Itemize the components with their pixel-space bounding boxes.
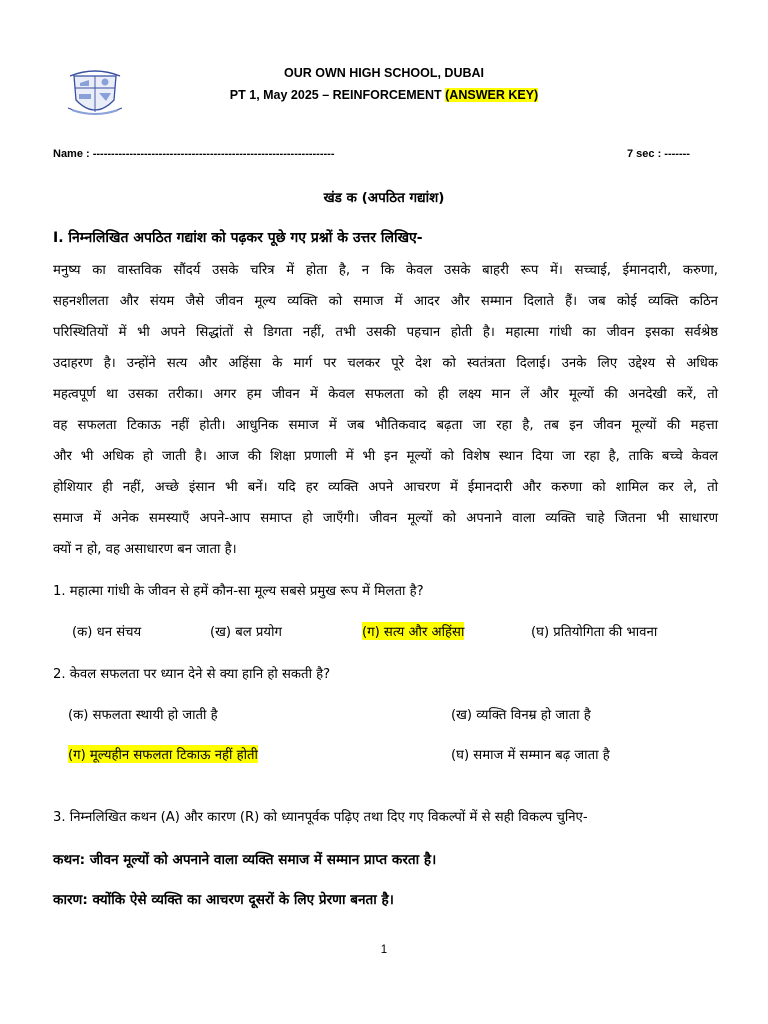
q2-option-a: (क) सफलता स्थायी हो जाती है bbox=[68, 708, 218, 723]
q2-option-b: (ख) व्यक्ति विनम्र हो जाता है bbox=[451, 708, 591, 723]
passage-line: क्यों न हो, वह असाधारण बन जाता है। bbox=[53, 542, 237, 557]
q1-option-c-correct: (ग) सत्य और अहिंसा bbox=[362, 622, 464, 640]
school-name: OUR OWN HIGH SCHOOL, DUBAI bbox=[284, 66, 484, 80]
reason-statement: कारण: क्योंकि ऐसे व्यक्ति का आचरण दूसरों के लिए प्रेरणा बनता है। bbox=[53, 892, 394, 908]
assertion-statement: कथन: जीवन मूल्यों को अपनाने वाला व्यक्ति समाज में सम्मान प्राप्त करता है। bbox=[53, 852, 437, 868]
unseen-passage bbox=[53, 258, 718, 568]
q1-option-b: (ख) बल प्रयोग bbox=[210, 625, 282, 640]
q1-option-a: (क) धन संचय bbox=[72, 625, 142, 640]
question-instruction: I. निम्नलिखित अपठित गद्यांश को पढ़कर पूछे गए प्रश्नों के उत्तर लिखिए- bbox=[53, 230, 423, 246]
page-number: 1 bbox=[380, 944, 388, 956]
question-2: 2. केवल सफलता पर ध्यान देने से क्या हानि हो सकती है? bbox=[53, 667, 331, 682]
passage-line: समाज में अनेक समस्याएँ अपने-आप समाप्त हो जाएँगी। जीवन मूल्यों को अपनाने वाला व्यक्ति चाहे जितना भी साधारण bbox=[53, 511, 718, 526]
answer-key-badge: (ANSWER KEY) bbox=[445, 88, 539, 102]
student-name-field: Name : ------------------------------------------------------------------ bbox=[53, 148, 335, 160]
section-heading: खंड क (अपठित गद्यांश) bbox=[323, 190, 445, 206]
exam-title-text: PT 1, May 2025 – REINFORCEMENT bbox=[229, 88, 446, 102]
question-3: 3. निम्नलिखित कथन (A) और कारण (R) को ध्यानपूर्वक पढ़िए तथा दिए गए विकल्पों में से सही विकल्प चुनिए- bbox=[53, 810, 588, 825]
passage-line: उदाहरण है। उन्होंने सत्य और अहिंसा के मार्ग पर चलकर पूरे देश को स्वतंत्रता दिलाई। उनके लिए उद्देश्य से अधिक bbox=[53, 356, 718, 371]
q1-option-d: (घ) प्रतियोगिता की भावना bbox=[531, 625, 658, 640]
q2-option-c-correct: (ग) मूल्यहीन सफलता टिकाऊ नहीं होती bbox=[68, 745, 258, 763]
passage-line: मनुष्य का वास्तविक सौंदर्य उसके चरित्र में होता है, न कि केवल उसके बाहरी रूप में। सच्चाई, ईमानदारी, करुणा, bbox=[53, 263, 718, 278]
passage-line: महत्वपूर्ण था उसका तरीका। अगर हम जीवन में केवल सफलता को ही लक्ष्य मान लें और मूल्यों की अनदेखी करें, तो bbox=[53, 387, 718, 402]
question-1: 1. महात्मा गांधी के जीवन से हमें कौन-सा मूल्य सबसे प्रमुख रूप में मिलता है? bbox=[53, 584, 424, 599]
q2-option-d: (घ) समाज में सम्मान बढ़ जाता है bbox=[451, 748, 610, 763]
exam-title bbox=[0, 88, 768, 102]
passage-line: और भी अधिक हो जाती है। आज की शिक्षा प्रणाली में भी इन मूल्यों को विशेष स्थान दिया जा रहा है, ताकि बच्चे केवल bbox=[53, 449, 718, 464]
section-field: 7 sec : ------- bbox=[627, 148, 690, 160]
passage-line: परिस्थितियों में भी अपने सिद्धांतों से डिगता नहीं, तभी उसकी पहचान होती है। महात्मा गांधी का जीवन इसका सर्वश्रेष्ठ bbox=[53, 325, 718, 340]
passage-line: सहनशीलता और संयम जैसे जीवन मूल्य व्यक्ति को समाज में आदर और सम्मान दिलाते हैं। जब कोई व्यक्ति कठिन bbox=[53, 294, 718, 309]
passage-line: वह सफलता टिकाऊ नहीं होती। आधुनिक समाज में जब भौतिकवाद बढ़ता जा रहा है, तब इन जीवन मूल्यों की महत्ता bbox=[53, 418, 718, 433]
passage-line: होशियार ही नहीं, अच्छे इंसान भी बनें। यदि हर व्यक्ति अपने आचरण में ईमानदारी और करुणा को शामिल कर ले, तो bbox=[53, 480, 718, 495]
